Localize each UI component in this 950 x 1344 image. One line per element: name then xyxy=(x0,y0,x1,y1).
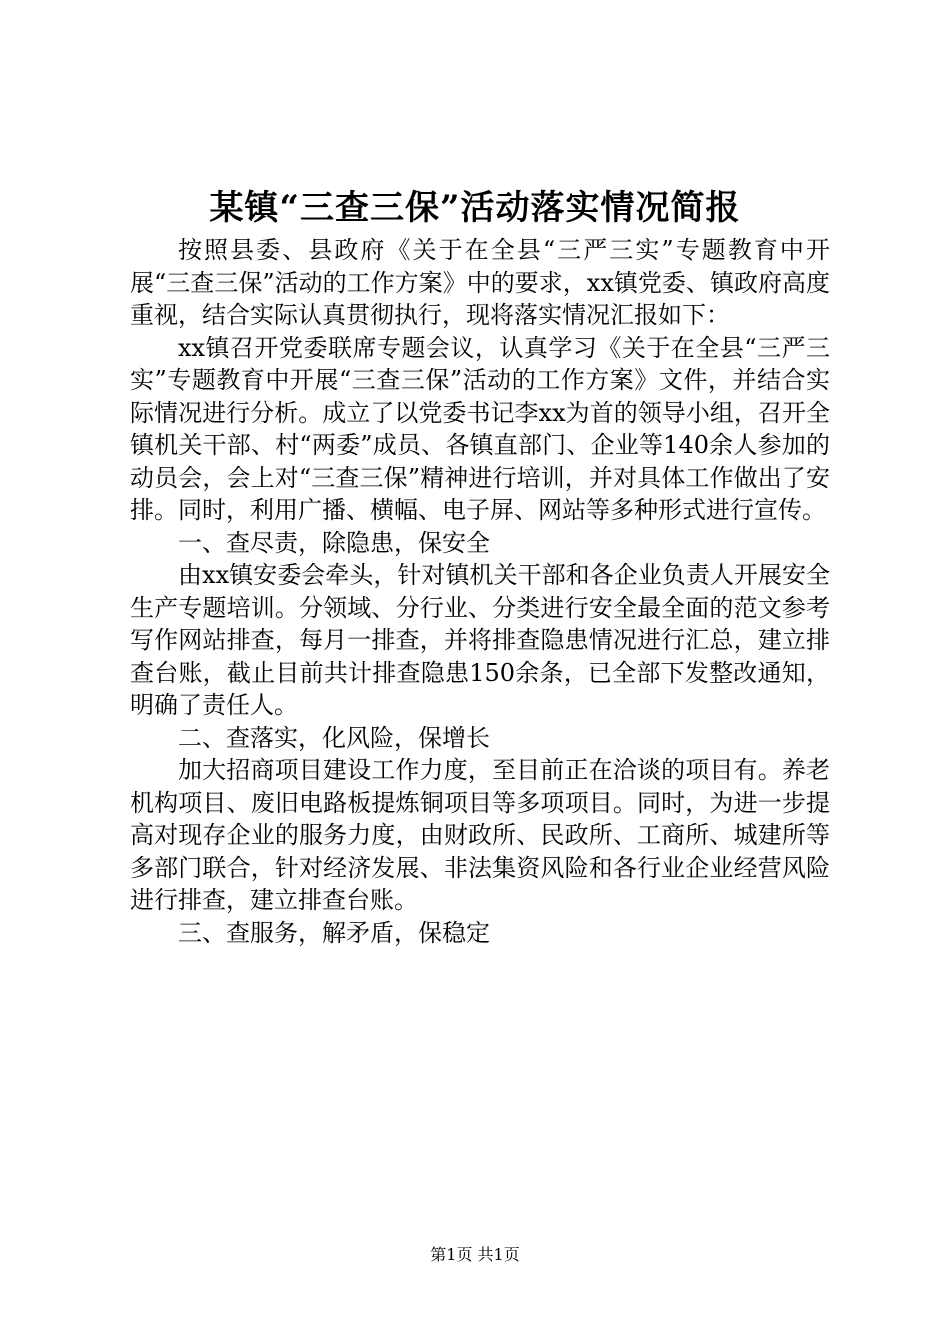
section-heading-3: 三、查服务，解矛盾，保稳定 xyxy=(178,918,490,947)
section-heading-1: 一、查尽责，除隐患，保安全 xyxy=(178,528,490,557)
intro-paragraph: 按照县委、县政府《关于在全县“三严三实”专题教育中开展“三查三保”活动的工作方案》中的要求，xx镇党委、镇政府高度重视，结合实际认真贯彻执行，现将落实情况汇报如下： xyxy=(130,236,830,329)
section-paragraph-2: 加大招商项目建设工作力度，至目前正在洽谈的项目有。养老机构项目、废旧电路板提炼铜项目等多项项目。同时，为进一步提高对现存企业的服务力度，由财政所、民政所、工商所、城建所等多部门联合，针对经济发展、非法集资风险和各行业企业经营风险进行排查，建立排查台账。 xyxy=(130,756,830,914)
section-paragraph-1: 由xx镇安委会牵头，针对镇机关干部和各企业负责人开展安全生产专题培训。分领域、分行业、分类进行安全最全面的范文参考写作网站排查，每月一排查，并将排查隐患情况进行汇总，建立排查台账，截止目前共计排查隐患150余条，已全部下发整改通知，明确了责任人。 xyxy=(130,561,830,719)
meeting-paragraph: xx镇召开党委联席专题会议，认真学习《关于在全县“三严三实”专题教育中开展“三查三保”活动的工作方案》文件，并结合实际情况进行分析。成立了以党委书记李xx为首的领导小组，召开全镇机关干部、村“两委”成员、各镇直部门、企业等140余人参加的动员会，会上对“三查三保”精神进行培训，并对具体工作做出了安排。同时，利用广播、横幅、电子屏、网站等多种形式进行宣传。 xyxy=(130,333,830,524)
document-body xyxy=(130,234,830,949)
page-footer: 第1页 共1页 xyxy=(430,1245,520,1264)
section-heading-2: 二、查落实，化风险，保增长 xyxy=(178,723,490,752)
document-title: 某镇“三查三保”活动落实情况简报 xyxy=(209,188,741,228)
